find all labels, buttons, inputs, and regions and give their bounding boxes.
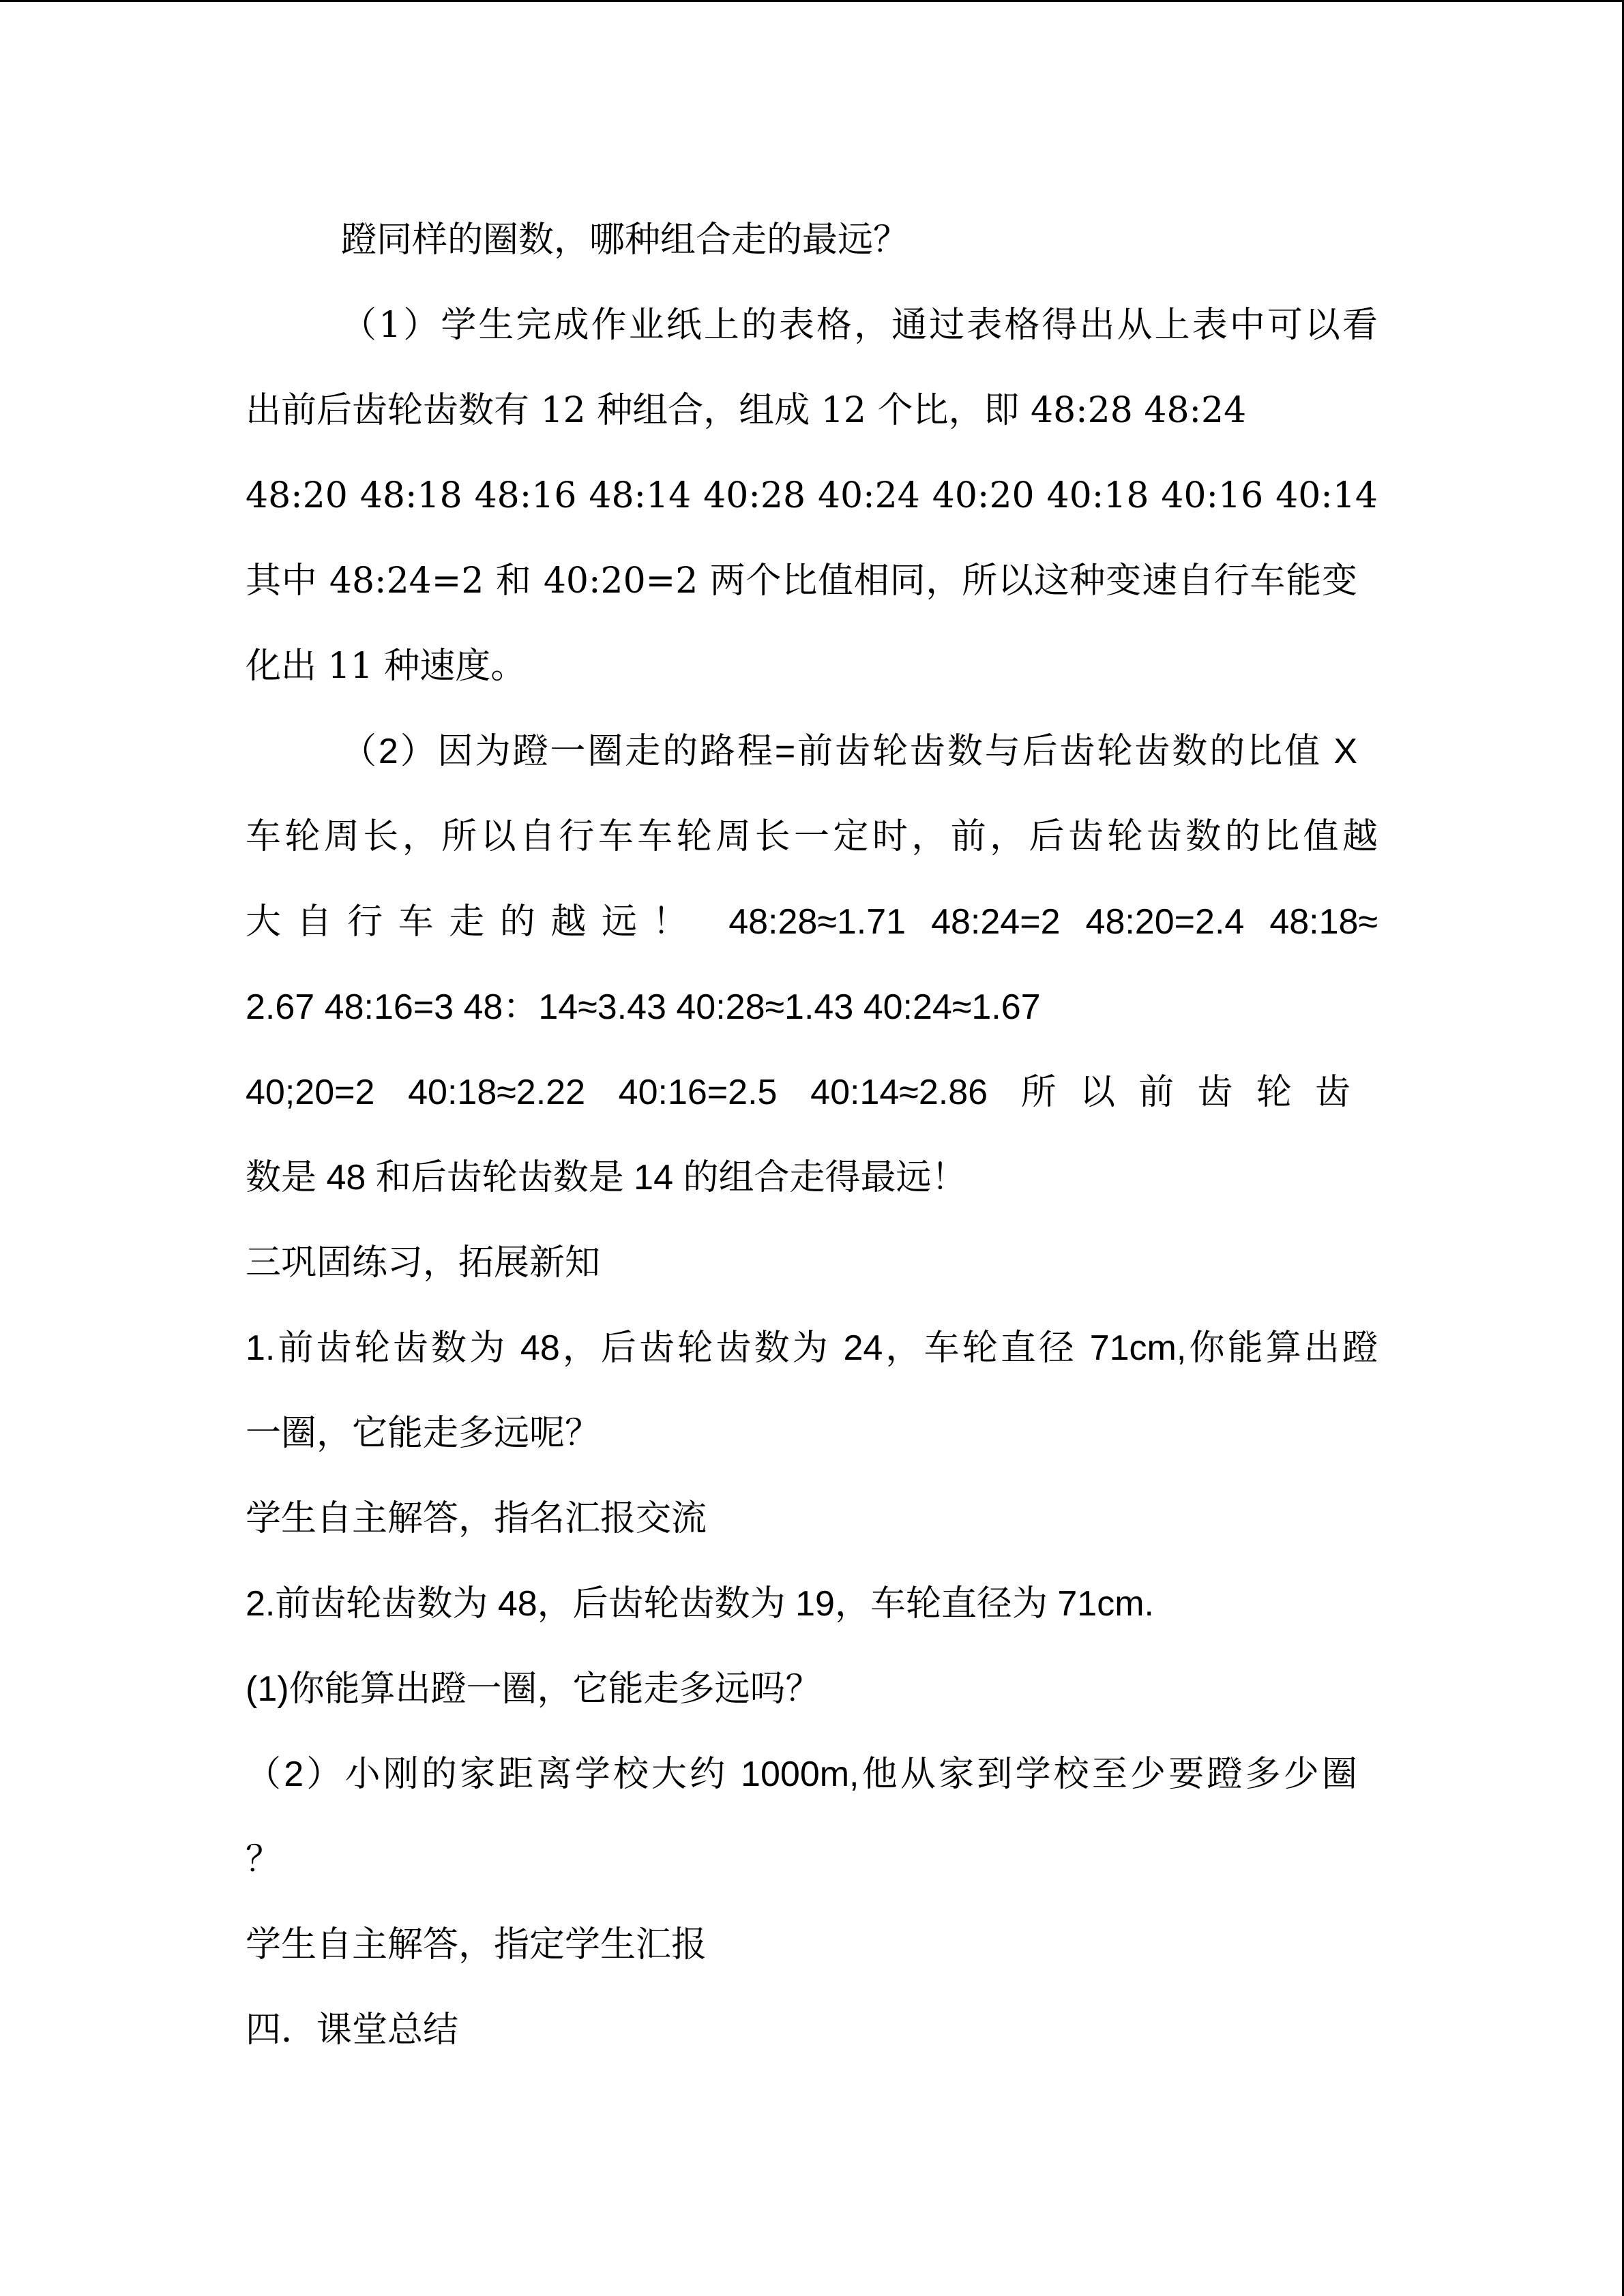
text-line-5: 其中 48:24=2 和 40:20=2 两个比值相同，所以这种变速自行车能变 [246,561,1357,601]
text-line-19: （2）小刚的家距离学校大约 1000m,他从家到学校至少要蹬多少圈 [246,1755,1357,1794]
text-line-3: 出前后齿轮齿数有 12 种组合，组成 12 个比，即 48:28 48:24 [246,390,1247,431]
text-line-11: 40;20=2 40:18≈2.22 40:16=2.5 40:14≈2.86 所以前齿轮齿 [246,1073,1350,1112]
text-line-8: 车轮周长，所以自行车车轮周长一定时，前，后齿轮齿数的比值越 [246,817,1378,856]
text-line-4: 48:20 48:18 48:16 48:14 40:28 40:24 40:20 40:18 40:16 40:14 [246,475,1378,516]
text-line-21: 学生自主解答，指定学生汇报 [246,1925,707,1965]
text-line-9: 大自行车走的越远！ 48:28≈1.71 48:24=2 48:20=2.4 48:18≈ [246,902,1378,942]
section-heading-3: 三巩固练习，拓展新知 [246,1243,601,1283]
text-line-17: 2.前齿轮齿数为 48，后齿轮齿数为 19，车轮直径为 71cm. [246,1584,1154,1624]
text-line-6: 化出 11 种速度。 [246,646,527,687]
text-line-20: ？ [246,1840,282,1879]
text-line-10: 2.67 48:16=3 48：14≈3.43 40:28≈1.43 40:24≈1.67 [246,987,1041,1027]
text-line-14: 1.前齿轮齿数为 48，后齿轮齿数为 24，车轮直径 71cm,你能算出蹬 [246,1328,1378,1368]
text-line-18: (1)你能算出蹬一圈，它能走多远吗？ [246,1669,821,1709]
text-line-7: （2）因为蹬一圈走的路程=前齿轮齿数与后齿轮齿数的比值 X [341,732,1357,771]
section-heading-4: 四．课堂总结 [246,2010,459,2050]
text-line-1: 蹬同样的圈数，哪种组合走的最远？ [341,220,909,260]
text-line-12: 数是 48 和后齿轮齿数是 14 的组合走得最远！ [246,1158,967,1197]
text-line-16: 学生自主解答，指名汇报交流 [246,1499,707,1538]
text-line-2: （1）学生完成作业纸上的表格，通过表格得出从上表中可以看 [341,305,1378,346]
text-line-15: 一圈，它能走多远呢？ [246,1414,601,1453]
